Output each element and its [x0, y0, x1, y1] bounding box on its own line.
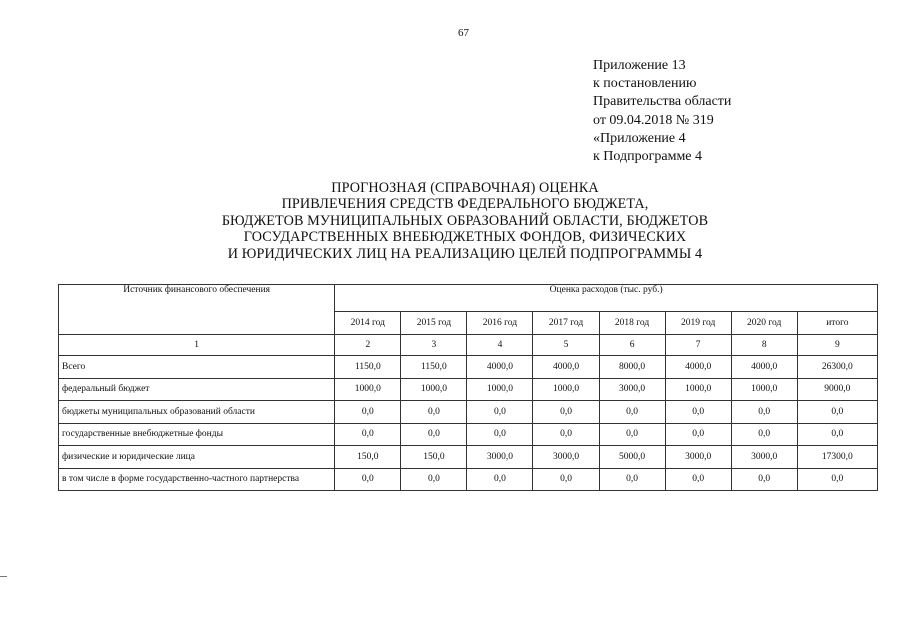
appendix-line: Приложение 13: [593, 58, 686, 73]
value-cell: 1000,0: [401, 378, 467, 401]
value-cell: 3000,0: [665, 446, 731, 469]
table-row: [59, 446, 878, 469]
year-header: 2015 год: [401, 312, 467, 335]
total-cell: 26300,0: [797, 356, 877, 379]
document-title: [180, 180, 750, 262]
value-cell: 4000,0: [731, 356, 797, 379]
value-cell: 4000,0: [665, 356, 731, 379]
margin-scan-mark: [0, 576, 7, 577]
table-row: [59, 423, 878, 446]
column-number: 6: [599, 335, 665, 356]
value-cell: 3000,0: [731, 446, 797, 469]
appendix-line: к Подпрограмме 4: [593, 149, 703, 165]
title-line: ГОСУДАРСТВЕННЫХ ВНЕБЮДЖЕТНЫХ ФОНДОВ, ФИЗИЧЕСКИХ: [243, 229, 687, 246]
total-cell: 9000,0: [797, 378, 877, 401]
value-cell: 0,0: [533, 401, 599, 424]
page-number: 67: [458, 27, 469, 39]
value-cell: 0,0: [599, 423, 665, 446]
table-header-row: [59, 285, 878, 312]
table-row: [59, 401, 878, 424]
value-cell: 0,0: [731, 423, 797, 446]
year-header: 2017 год: [533, 312, 599, 335]
column-number: 2: [335, 335, 401, 356]
table-row: [59, 378, 878, 401]
value-cell: 8000,0: [599, 356, 665, 379]
title-line: ПРИВЛЕЧЕНИЯ СРЕДСТВ ФЕДЕРАЛЬНОГО БЮДЖЕТА,: [281, 196, 649, 213]
appendix-line: «Приложение 4: [593, 130, 686, 146]
value-cell: 0,0: [335, 401, 401, 424]
row-label: государственные внебюджетные фонды: [59, 423, 335, 446]
value-cell: 150,0: [401, 446, 467, 469]
value-cell: 4000,0: [533, 356, 599, 379]
value-cell: 0,0: [401, 401, 467, 424]
value-cell: 1000,0: [467, 378, 533, 401]
value-cell: 0,0: [731, 401, 797, 424]
column-number-row: [59, 335, 878, 356]
value-cell: 0,0: [467, 401, 533, 424]
value-cell: 0,0: [665, 423, 731, 446]
value-cell: 4000,0: [467, 356, 533, 379]
value-cell: 1150,0: [335, 356, 401, 379]
column-number: 1: [59, 335, 335, 356]
value-cell: 5000,0: [599, 446, 665, 469]
value-cell: 0,0: [467, 468, 533, 491]
expense-estimate-header: Оценка расходов (тыс. руб.): [335, 285, 878, 312]
appendix-line: к постановлению: [593, 76, 697, 92]
appendix-line: Правительства области: [593, 94, 732, 110]
total-cell: 0,0: [797, 423, 877, 446]
value-cell: 0,0: [533, 468, 599, 491]
value-cell: 0,0: [401, 423, 467, 446]
column-number: 9: [797, 335, 877, 356]
column-number: 5: [533, 335, 599, 356]
table-row: [59, 356, 878, 379]
year-header: 2016 год: [467, 312, 533, 335]
total-cell: 0,0: [797, 401, 877, 424]
title-line: И ЮРИДИЧЕСКИХ ЛИЦ НА РЕАЛИЗАЦИЮ ЦЕЛЕЙ ПОДПРОГРАММЫ 4: [227, 245, 703, 262]
value-cell: 0,0: [335, 423, 401, 446]
table-row: [59, 468, 878, 491]
value-cell: 1150,0: [401, 356, 467, 379]
value-cell: 3000,0: [533, 446, 599, 469]
column-number: 3: [401, 335, 467, 356]
title-line: ПРОГНОЗНАЯ (СПРАВОЧНАЯ) ОЦЕНКА: [331, 180, 599, 196]
value-cell: 0,0: [599, 401, 665, 424]
column-number: 8: [731, 335, 797, 356]
value-cell: 0,0: [467, 423, 533, 446]
value-cell: 3000,0: [467, 446, 533, 469]
title-line: БЮДЖЕТОВ МУНИЦИПАЛЬНЫХ ОБРАЗОВАНИЙ ОБЛАСТИ, БЮДЖЕТОВ: [221, 212, 709, 229]
source-column-header: Источник финансового обеспечения: [59, 285, 335, 335]
row-label: Всего: [59, 356, 335, 379]
value-cell: 0,0: [665, 468, 731, 491]
value-cell: 150,0: [335, 446, 401, 469]
row-label: федеральный бюджет: [59, 378, 335, 401]
value-cell: 1000,0: [731, 378, 797, 401]
value-cell: 0,0: [401, 468, 467, 491]
value-cell: 0,0: [533, 423, 599, 446]
value-cell: 0,0: [335, 468, 401, 491]
appendix-reference-block: [593, 57, 731, 166]
year-header: 2019 год: [665, 312, 731, 335]
year-header: 2014 год: [335, 312, 401, 335]
value-cell: 1000,0: [665, 378, 731, 401]
column-number: 4: [467, 335, 533, 356]
value-cell: 1000,0: [335, 378, 401, 401]
row-label: в том числе в форме государственно-частного партнерства: [59, 468, 335, 491]
value-cell: 0,0: [665, 401, 731, 424]
total-cell: 0,0: [797, 468, 877, 491]
funding-estimate-table: [58, 284, 878, 491]
row-label: физические и юридические лица: [59, 446, 335, 469]
value-cell: 0,0: [599, 468, 665, 491]
appendix-line: от 09.04.2018 № 319: [593, 112, 714, 128]
total-header: итого: [797, 312, 877, 335]
total-cell: 17300,0: [797, 446, 877, 469]
value-cell: 1000,0: [533, 378, 599, 401]
column-number: 7: [665, 335, 731, 356]
value-cell: 0,0: [731, 468, 797, 491]
value-cell: 3000,0: [599, 378, 665, 401]
year-header: 2018 год: [599, 312, 665, 335]
row-label: бюджеты муниципальных образований области: [59, 401, 335, 424]
year-header: 2020 год: [731, 312, 797, 335]
